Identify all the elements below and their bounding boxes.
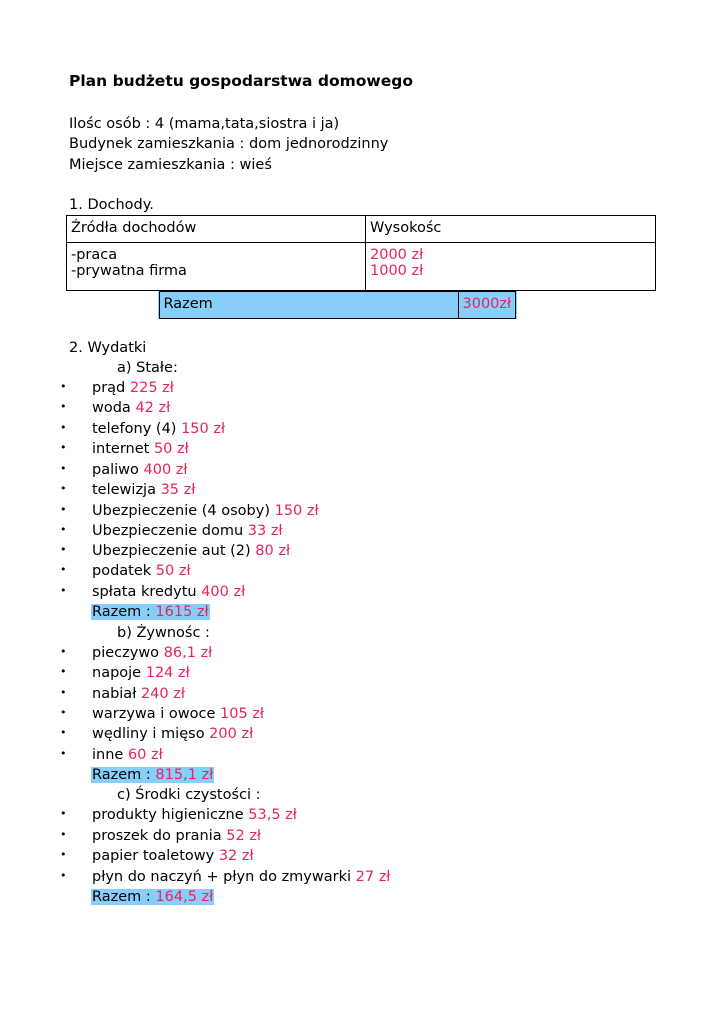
list-item: • inne 60 zł (60, 747, 163, 763)
column-header-amount: Wysokośc (366, 216, 656, 243)
list-item: • Ubezpieczenie aut (2) 80 zł (60, 543, 291, 559)
income-amount: 2000 zł (370, 247, 424, 263)
income-sources-cell (67, 243, 366, 291)
list-item: • pieczywo 86,1 zł (60, 645, 213, 661)
list-item: • prąd 225 zł (60, 380, 174, 396)
list-item: • papier toaletowy 32 zł (60, 848, 254, 864)
income-total-label: Razem (159, 292, 458, 319)
table-total-row (158, 291, 518, 319)
income-source: -praca (71, 247, 118, 263)
income-amounts-cell (366, 243, 656, 291)
list-item: • produkty higieniczne 53,5 zł (60, 807, 297, 823)
list-item: • Ubezpieczenie domu 33 zł (60, 523, 283, 539)
list-item: • warzywa i owoce 105 zł (60, 706, 265, 722)
list-item: • telefony (4) 150 zł (60, 421, 226, 437)
list-item: • wędliny i mięso 200 zł (60, 726, 254, 742)
page-title: Plan budżetu gospodarstwa domowego (69, 72, 414, 90)
info-household-size: Ilośc osób : 4 (mama,tata,siostra i ja) (69, 116, 340, 132)
list-item: • paliwo 400 zł (60, 462, 188, 478)
list-item: • woda 42 zł (60, 400, 171, 416)
fixed-expenses-total: Razem : 1615 zł (92, 604, 209, 620)
list-item: • podatek 50 zł (60, 563, 191, 579)
list-item: • napoje 124 zł (60, 665, 190, 681)
income-amount: 1000 zł (370, 263, 424, 279)
list-item: • płyn do naczyń + płyn do zmywarki 27 zł (60, 869, 391, 885)
expenses-heading: 2. Wydatki (69, 340, 147, 356)
list-item: • telewizja 35 zł (60, 482, 196, 498)
info-location: Miejsce zamieszkania : wieś (69, 157, 272, 173)
cleaning-expenses-heading: c) Środki czystości : (117, 787, 261, 803)
column-header-source: Źródła dochodów (67, 216, 366, 243)
income-total-value: 3000zł (458, 292, 516, 319)
table-row (67, 243, 656, 291)
list-item: • proszek do prania 52 zł (60, 828, 262, 844)
info-building: Budynek zamieszkania : dom jednorodzinny (69, 136, 389, 152)
income-source: -prywatna firma (71, 263, 187, 279)
food-expenses-total: Razem : 815,1 zł (92, 767, 214, 783)
list-item: • spłata kredytu 400 zł (60, 584, 246, 600)
list-item: • Ubezpieczenie (4 osoby) 150 zł (60, 503, 319, 519)
food-expenses-heading: b) Żywnośc : (117, 625, 210, 641)
income-heading: 1. Dochody. (69, 197, 154, 213)
list-item: • nabiał 240 zł (60, 686, 185, 702)
list-item: • internet 50 zł (60, 441, 189, 457)
income-table (66, 215, 656, 312)
table-header-row (67, 216, 656, 243)
cleaning-expenses-total: Razem : 164,5 zł (92, 889, 214, 905)
fixed-expenses-heading: a) Stałe: (117, 360, 178, 376)
